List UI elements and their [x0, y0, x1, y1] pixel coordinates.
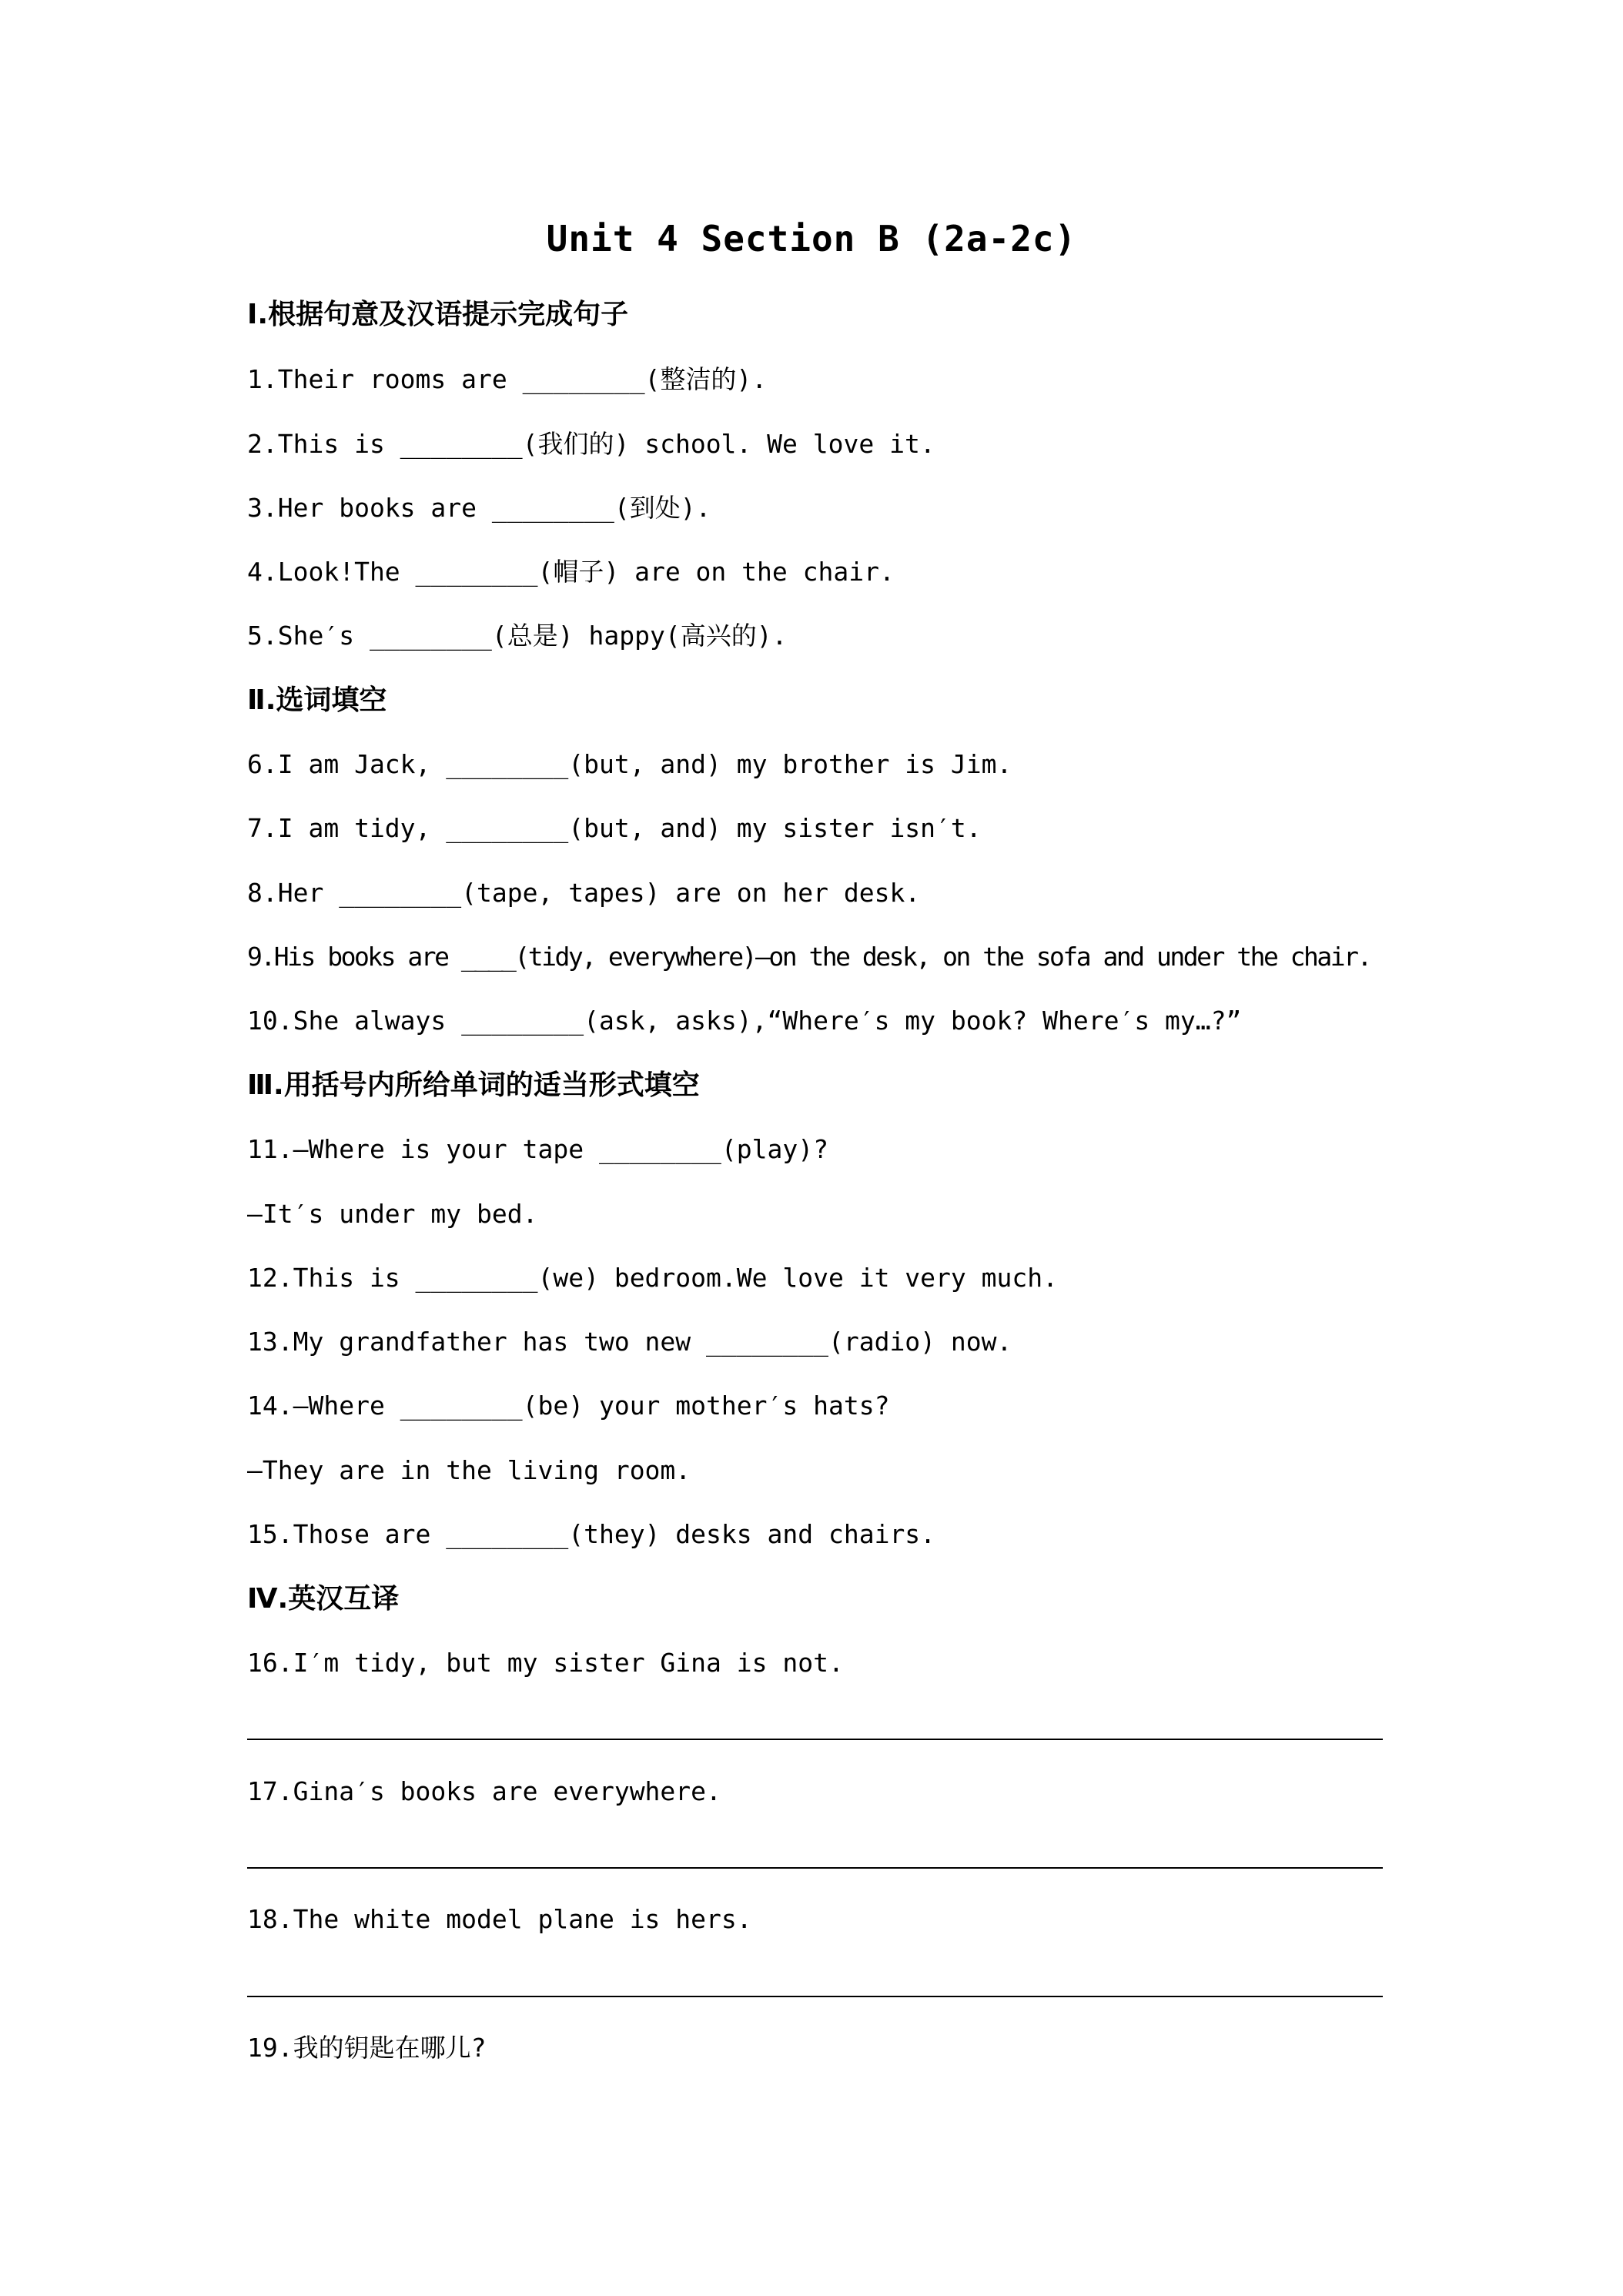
question-2: 2.This is ________(我们的) school. We love it.: [247, 429, 935, 459]
section-heading-1: Ⅰ.根据句意及汉语提示完成句子: [247, 299, 629, 330]
question-12: 12.This is ________(we) bedroom.We love it very much.: [247, 1263, 1058, 1293]
question-14-answer: —They are in the living room.: [247, 1455, 691, 1485]
question-16: 16.I′m tidy, but my sister Gina is not.: [247, 1648, 844, 1678]
page-title: Unit 4 Section B (2a-2c): [546, 218, 1077, 259]
question-18: 18.The white model plane is hers.: [247, 1904, 752, 1934]
question-19: 19.我的钥匙在哪儿?: [247, 2033, 487, 2063]
answer-line-17: [247, 1867, 1383, 1869]
answer-line-18: [247, 1996, 1383, 1997]
answer-line-16: [247, 1739, 1383, 1740]
question-10: 10.She always ________(ask, asks),“Where′s my book? Where′s my…?”: [247, 1006, 1242, 1036]
section-heading-4: Ⅳ.英汉互译: [247, 1583, 400, 1615]
question-6: 6.I am Jack, ________(but, and) my brother is Jim.: [247, 749, 1012, 779]
question-7: 7.I am tidy, ________(but, and) my sister isn′t.: [247, 813, 982, 843]
question-8: 8.Her ________(tape, tapes) are on her desk.: [247, 878, 921, 908]
section-heading-3: Ⅲ.用括号内所给单词的适当形式填空: [247, 1069, 700, 1101]
section-heading-2: Ⅱ.选词填空: [247, 684, 387, 716]
question-1: 1.Their rooms are ________(整洁的).: [247, 364, 768, 394]
question-11-answer: —It′s under my bed.: [247, 1199, 538, 1229]
question-5: 5.She′s ________(总是) happy(高兴的).: [247, 621, 788, 651]
question-9: 9.His books are ____(tidy, everywhere)—on the desk, on the sofa and under the chair.: [247, 942, 1370, 972]
question-14: 14.—Where ________(be) your mother′s hats?: [247, 1391, 890, 1421]
question-4: 4.Look!The ________(帽子) are on the chair.: [247, 557, 895, 587]
question-13: 13.My grandfather has two new ________(radio) now.: [247, 1327, 1012, 1357]
question-11: 11.—Where is your tape ________(play)?: [247, 1134, 828, 1164]
question-3: 3.Her books are ________(到处).: [247, 493, 711, 523]
question-17: 17.Gina′s books are everywhere.: [247, 1776, 721, 1806]
question-15: 15.Those are ________(they) desks and chairs.: [247, 1519, 936, 1549]
